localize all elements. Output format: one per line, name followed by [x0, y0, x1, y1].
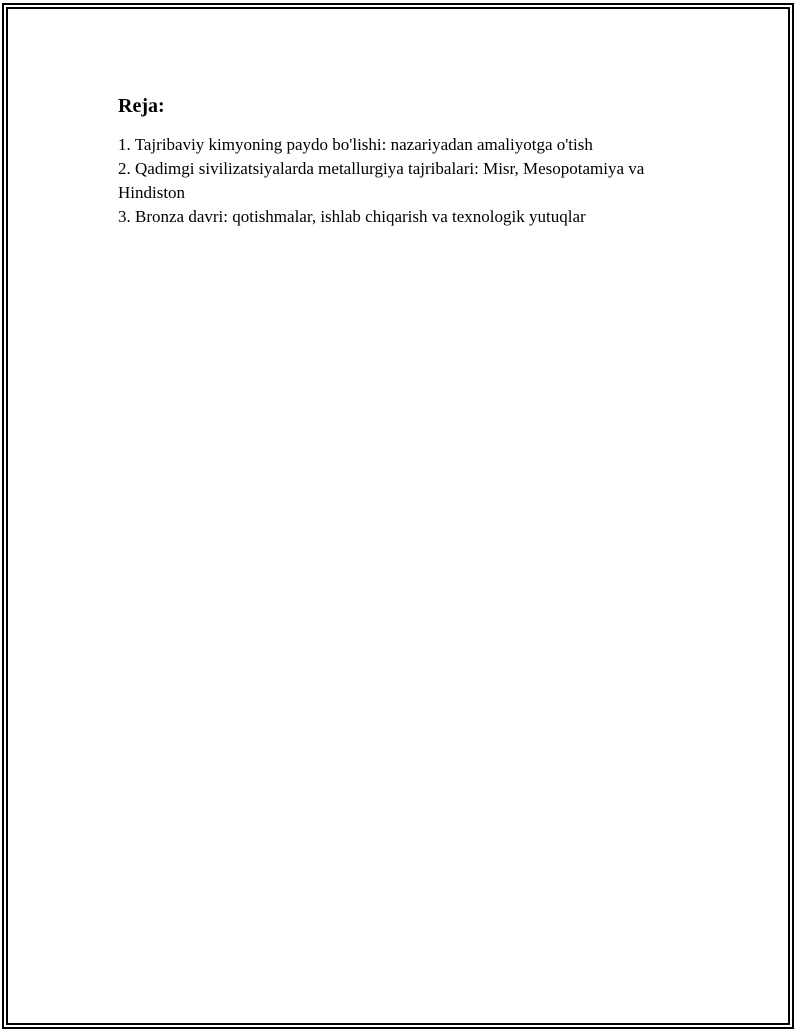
plan-item: 3. Bronza davri: qotishmalar, ishlab chiqarish va texnologik yutuqlar [118, 207, 586, 226]
plan-item: 2. Qadimgi sivilizatsiyalarda metallurgiya tajribalari: Misr, Mesopotamiya va Hindiston [118, 159, 645, 202]
plan-item: 1. Tajribaviy kimyoning paydo bo'lishi: nazariyadan amaliyotga o'tish [118, 135, 593, 154]
document-body [118, 93, 678, 229]
plan-list [118, 133, 678, 229]
plan-heading: Reja: [118, 95, 165, 117]
